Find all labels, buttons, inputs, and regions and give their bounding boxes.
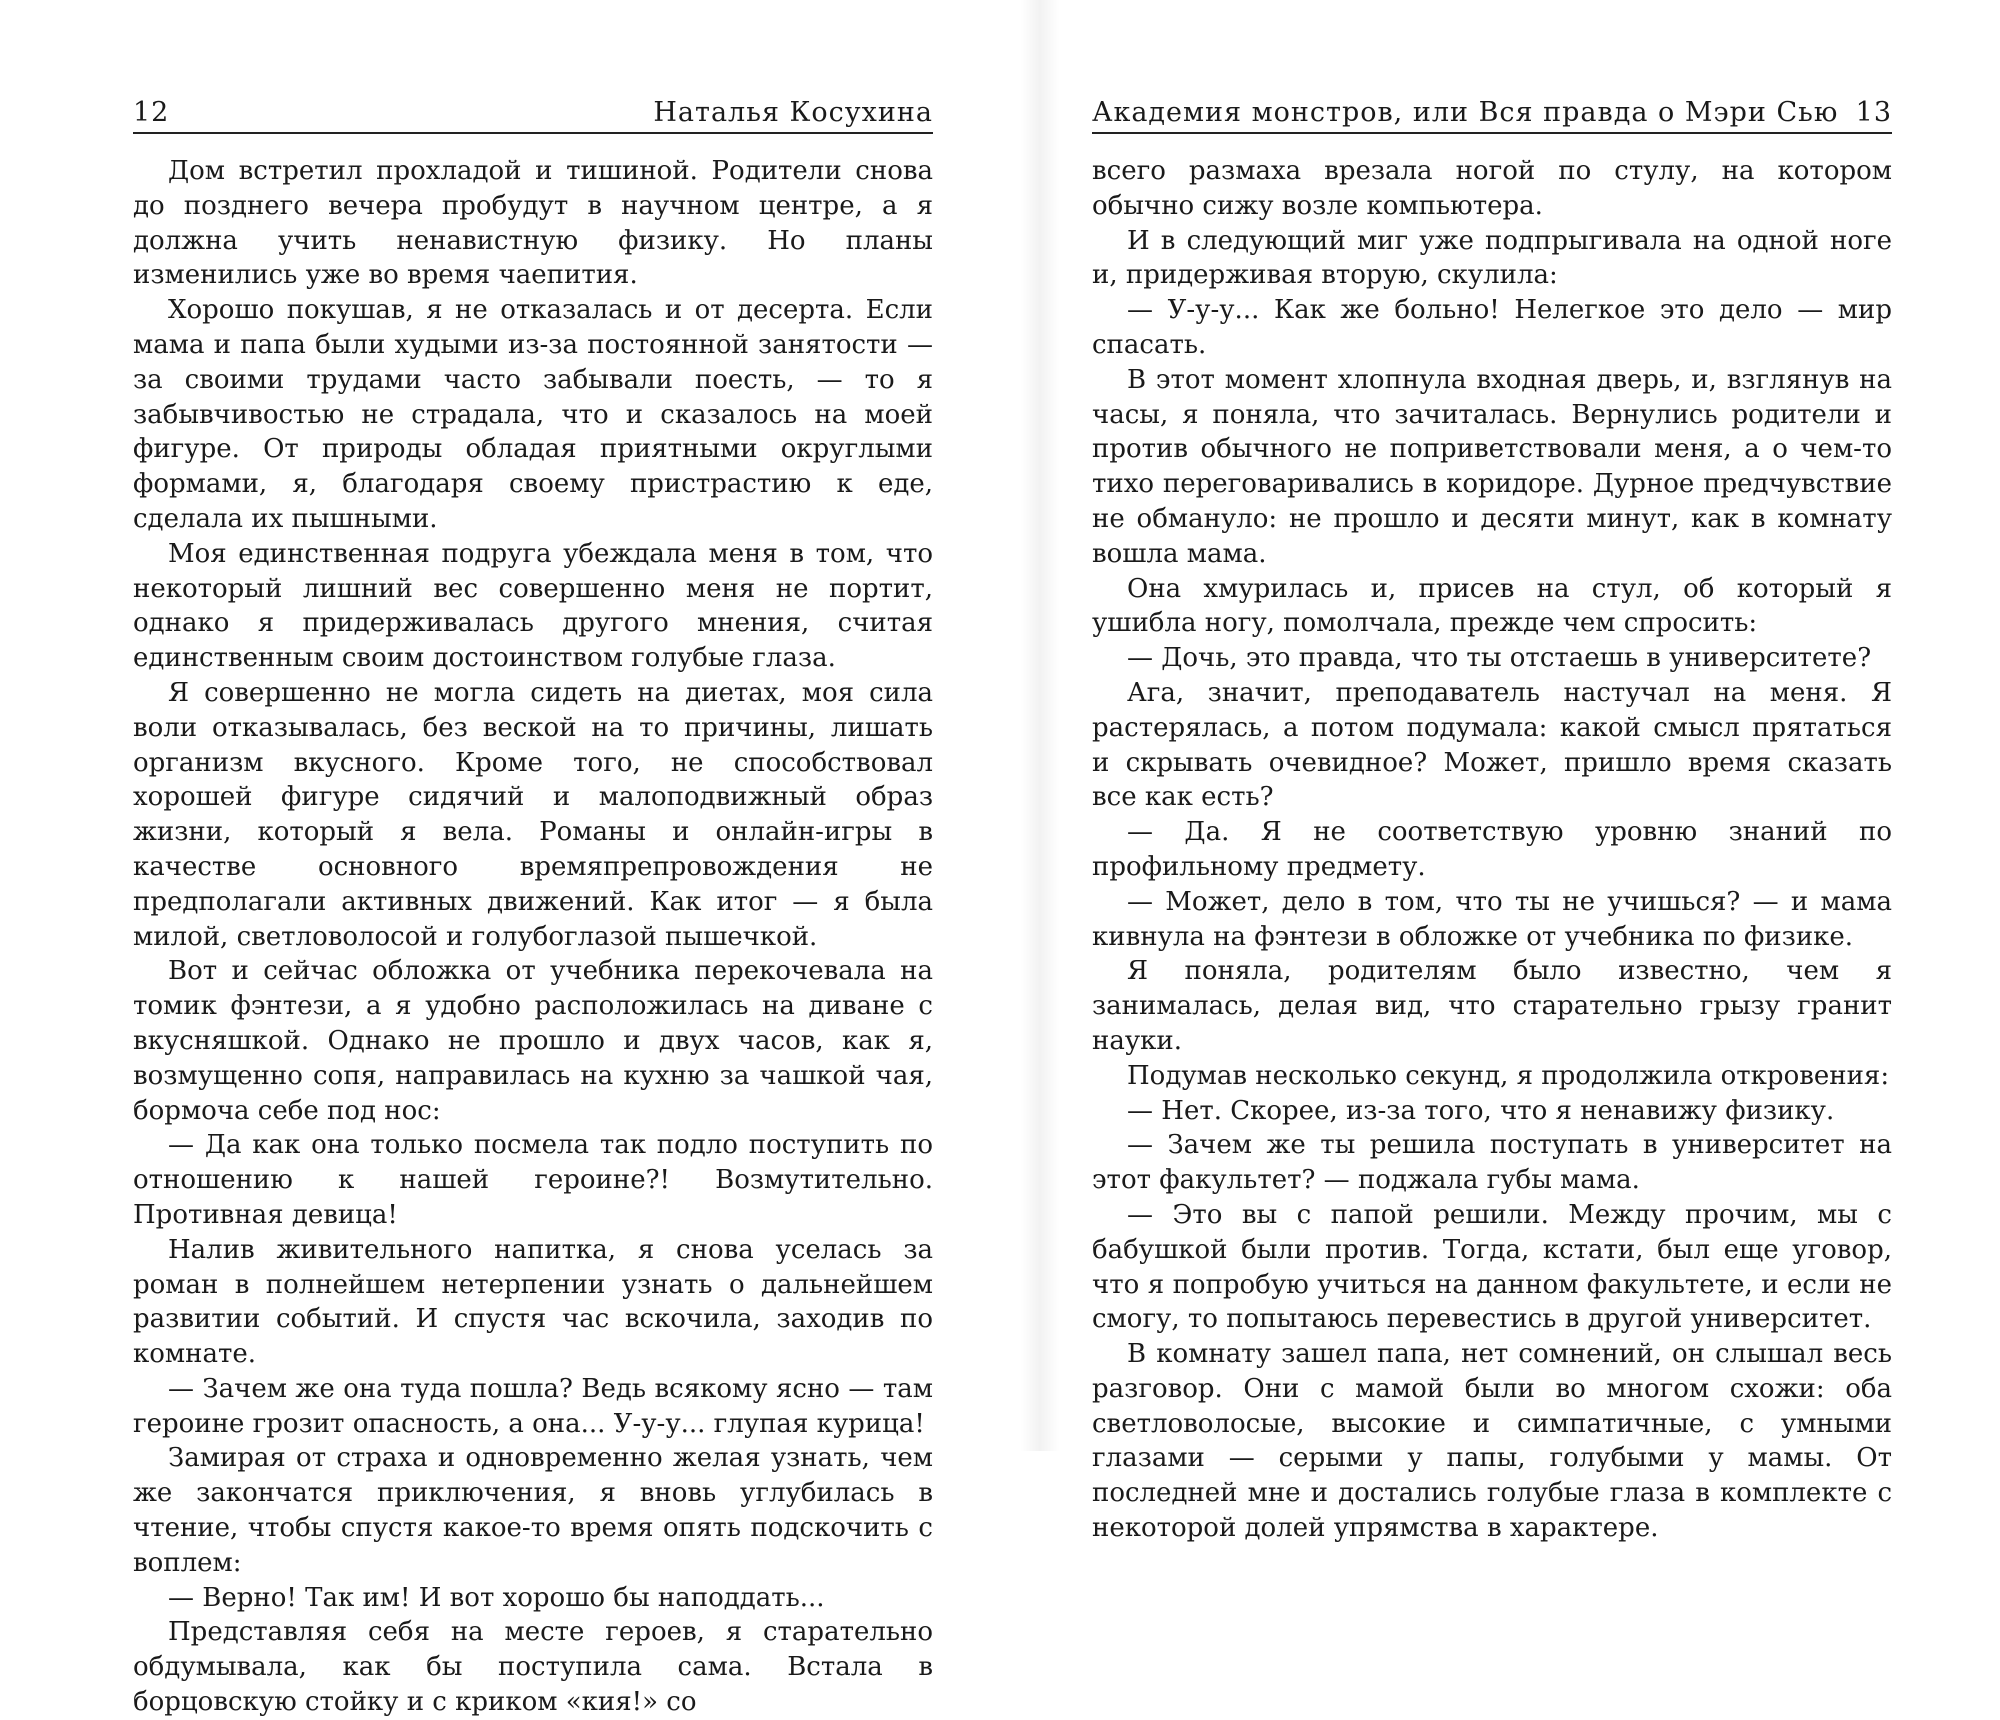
right-page-header — [1092, 78, 1892, 128]
dialogue-line: — Верно! Так им! И вот хорошо бы наподдать... — [168, 1582, 825, 1613]
paragraph: Вот и сейчас обложка от учебника перекочевала на томик фэнтези, а я удобно расположилась на диване с вкусняшкой. Однако не прошло и двух часов, как я, возмущенно сопя, направилась на кухню за чашкой чая, бормоча себе под нос: — [133, 956, 933, 1126]
dialogue-line: — Зачем же она туда пошла? Ведь всякому ясно — там героине грозит опасность, а она... У-у-у... глупая курица! — [133, 1373, 933, 1439]
right-page — [1092, 0, 1892, 1544]
right-running-head: Академия монстров, или Вся правда о Мэри Сью — [1092, 97, 1839, 128]
paragraph: Я поняла, родителям было известно, чем я занималась, делая вид, что старательно грызу гранит науки. — [1092, 956, 1892, 1056]
dialogue-line: — Да как она только посмела так подло поступить по отношению к нашей героине?! Возмутительно. Противная девица! — [133, 1130, 933, 1230]
paragraph: Налив живительного напитка, я снова уселась за роман в полнейшем нетерпении узнать о дальнейшем развитии событий. И спустя час вскочила, заходив по комнате. — [133, 1234, 933, 1370]
dialogue-line: — Зачем же ты решила поступать в университет на этот факультет? — поджала губы мама. — [1092, 1130, 1892, 1196]
paragraph: Я совершенно не могла сидеть на диетах, моя сила воли отказывалась, без веской на то причины, лишать организм вкусного. Кроме того, не способствовал хорошей фигуре сидячий и малоподвижный образ жизни, который я вела. Романы и онлайн-игры в качестве основного времяпрепровождения не предполагали активных движений. Как итог — я была милой, светловолосой и голубоглазой пышечкой. — [133, 677, 933, 952]
dialogue-line: — Может, дело в том, что ты не учишься? — и мама кивнула на фэнтези в обложке от учебника по физике. — [1092, 886, 1892, 952]
paragraph: Ага, значит, преподаватель настучал на меня. Я растерялась, а потом подумала: какой смысл прятаться и скрывать очевидное? Может, пришло время сказать все как есть? — [1092, 677, 1892, 813]
dialogue-line: — Нет. Скорее, из-за того, что я ненавижу физику. — [1127, 1095, 1835, 1126]
paragraph: Подумав несколько секунд, я продолжила откровения: — [1127, 1060, 1890, 1091]
left-running-head: Наталья Косухина — [653, 97, 933, 128]
paragraph: В комнату зашел папа, нет сомнений, он слышал весь разговор. Они с мамой были во многом схожи: оба светловолосые, высокие и симпатичные, с умными глазами — серыми у папы, голубыми у мамы. От последней мне и достались голубые глаза в комплекте с некоторой долей упрямства в характере. — [1092, 1339, 1892, 1544]
dialogue-line: — Это вы с папой решили. Между прочим, мы с бабушкой были против. Тогда, кстати, был еще уговор, что я попробую учиться на данном факультете, и если не смогу, то попытаюсь перевестись в другой университет. — [1092, 1199, 1892, 1335]
paragraph-continued: всего размаха врезала ногой по стулу, на котором обычно сижу возле компьютера. — [1092, 156, 1892, 221]
dialogue-line: — Дочь, это правда, что ты отстаешь в университете? — [1127, 643, 1872, 674]
left-page — [133, 0, 933, 1718]
paragraph: Замирая от страха и одновременно желая узнать, чем же закончатся приключения, я вновь углубилась в чтение, чтобы спустя какое-то время опять подскочить с воплем: — [133, 1443, 933, 1578]
right-header-rule — [1092, 132, 1892, 134]
paragraph: В этот момент хлопнула входная дверь, и, взглянув на часы, я поняла, что зачиталась. Вернулись родители и против обычного не поприветствовали меня, а о чем-то тихо переговаривались в коридоре. Дурное предчувствие не обмануло: не прошло и десяти минут, как в комнату вошла мама. — [1092, 364, 1892, 569]
paragraph: Хорошо покушав, я не отказалась и от десерта. Если мама и папа были худыми из-за постоянной занятости — за своими трудами часто забывали поесть, — то я забывчивостью не страдала, что и сказалось на моей фигуре. От природы обладая приятными округлыми формами, я, благодаря своему пристрастию к еде, сделала их пышными. — [133, 295, 933, 534]
right-page-number: 13 — [1855, 97, 1892, 128]
paragraph: Дом встретил прохладой и тишиной. Родители снова до позднего вечера пробудут в научном центре, а я должна учить ненавистную физику. Но планы изменились уже во время чаепития. — [133, 156, 933, 291]
paragraph: Моя единственная подруга убеждала меня в том, что некоторый лишний вес совершенно меня не портит, однако я придерживалась другого мнения, считая единственным своим достоинством голубые глаза. — [133, 538, 933, 674]
dialogue-line: — Да. Я не соответствую уровню знаний по профильному предмету. — [1092, 817, 1892, 882]
paragraph: Она хмурилась и, присев на стул, об который я ушибла ногу, помолчала, прежде чем спросить: — [1092, 573, 1892, 639]
right-page-body — [1092, 154, 1892, 1546]
paragraph: И в следующий миг уже подпрыгивала на одной ноге и, придерживая вторую, скулила: — [1092, 225, 1892, 291]
left-header-rule — [133, 132, 933, 134]
left-page-number: 12 — [133, 97, 170, 128]
left-page-header — [133, 78, 933, 128]
book-gutter — [1020, 0, 1060, 1451]
left-page-body — [133, 154, 933, 1720]
dialogue-line: — У-у-у... Как же больно! Нелегкое это дело — мир спасать. — [1092, 295, 1892, 360]
paragraph: Представляя себя на месте героев, я старательно обдумывала, как бы поступила сама. Встала в борцовскую стойку и с криком «кия!» со — [133, 1617, 933, 1718]
